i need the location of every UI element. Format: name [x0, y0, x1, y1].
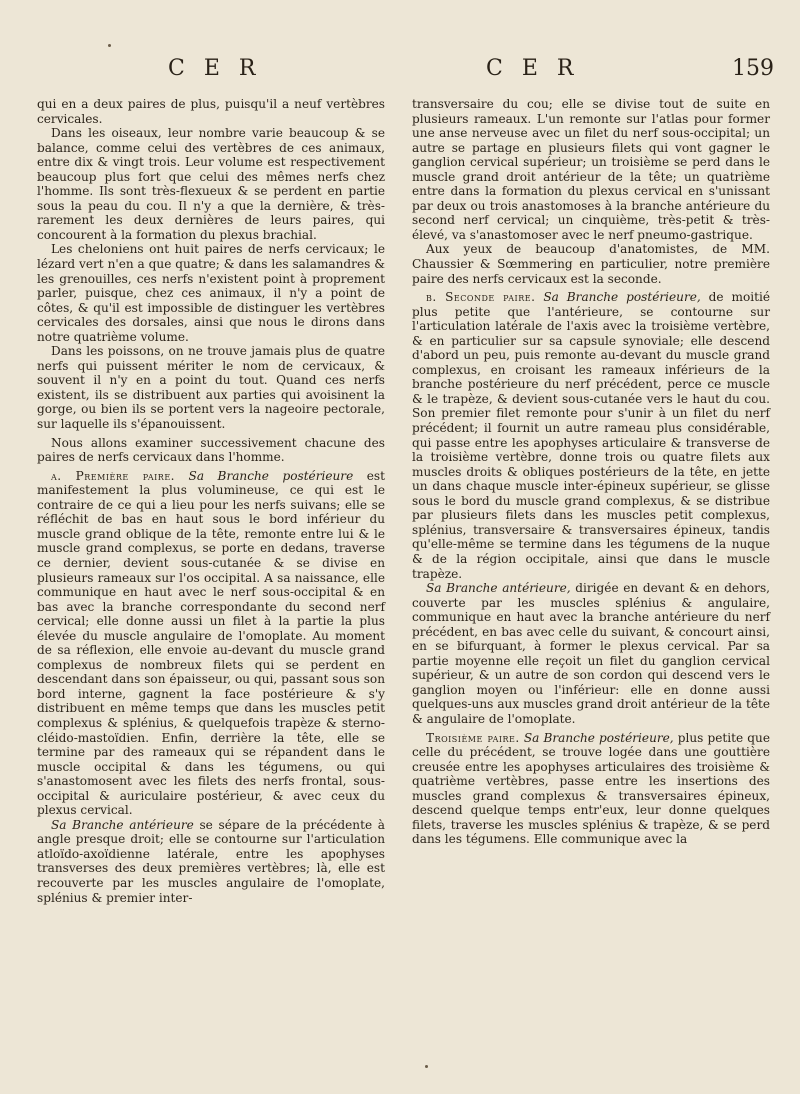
section-title: Sa Branche postérieure, [543, 290, 701, 305]
page-number: 159 [732, 56, 774, 81]
section-label: a. Première paire. [51, 468, 176, 483]
section-title: Sa Branche postérieure [188, 468, 354, 483]
paragraph: Nous allons examiner successivement chacune des paires de nerfs cervicaux dans l'homme. [37, 435, 385, 465]
section-title: Sa Branche antérieure, [426, 581, 571, 596]
paragraph: Sa Branche antérieure, dirigée en devant & en dehors, couverte par les muscles splénius & angulaire, communique en haut avec la branche antérieure du nerf précédent, en bas avec celle du suivant, & concourt ainsi, en se bifurquant, à former le plexus cervical. Par sa partie moyenne elle reçoit un filet du ganglion cervical supérieur, & un autre de son cordon qui descend vers le ganglion moyen ou l'inférieur: elle en donne aussi quelques-uns aux muscles grand droit antérieur de la tête & angulaire de l'omoplate. [412, 581, 770, 726]
ink-speck [425, 1065, 428, 1068]
paragraph: Aux yeux de beaucoup d'anatomistes, de MM. Chaussier & Sœmmering en particulier, notre première paire des nerfs cervicaux est la seconde. [412, 242, 770, 286]
section-label: Troisième paire. [426, 730, 520, 745]
right-column [412, 97, 770, 847]
paragraph: Dans les poissons, on ne trouve jamais plus de quatre nerfs qui puissent mériter le nom de cervicaux, & souvent il n'y en a point du tout. Quand ces nerfs existent, ils se distribuent aux parties qui avoisinent la gorge, ou bien ils se portent vers la nageoire pectorale, sur laquelle ils s'épanouissent. [37, 344, 385, 432]
section-title: Sa Branche postérieure, [523, 730, 674, 745]
paragraph: qui en a deux paires de plus, puisqu'il a neuf vertèbres cervicales. [37, 97, 385, 126]
paragraph: Les cheloniens ont huit paires de nerfs cervicaux; le lézard vert n'en a que quatre; & dans les salamandres & les grenouilles, ces nerfs n'existent point à proprement parler, puisque, chez ces animaux, il n'y a point de côtes, & qu'il est impossible de distinguer les vertèbres cervicales des dorsales, ainsi que nous le dirons dans notre quatrième volume. [37, 242, 385, 344]
paragraph: transversaire du cou; elle se divise tout de suite en plusieurs rameaux. L'un remonte sur l'atlas pour former une anse nerveuse avec un filet du nerf sous-occipital; un autre se partage en plusieurs filets qui vont gagner le ganglion cervical supérieur; un troisième se perd dans le muscle grand droit antérieur de la tête; un quatrième entre dans la formation du plexus cervical en s'unissant par deux ou trois anastomoses à la branche antérieure du second nerf cervical; un cinquième, très-petit & très-élevé, va s'anastomoser avec le nerf pneumo-gastrique. [412, 97, 770, 242]
section-title: Sa Branche antérieure [51, 817, 194, 832]
paragraph: a. Première paire. Sa Branche postérieure est manifestement la plus volumineuse, ce qui est le contraire de ce qui a lieu pour les nerfs suivans; elle se réfléchit de bas en haut sous le bord inférieur du muscle grand oblique de la tête, remonte entre lui & le muscle grand complexus, se porte en dedans, traverse ce dernier, devient sous-cutanée & se divise en plusieurs rameaux sur l'os occipital. A sa naissance, elle communique en haut avec le nerf sous-occipital & en bas avec la branche correspondante du second nerf cervical; elle donne aussi un filet à la partie la plus élevée du muscle angulaire de l'omoplate. Au moment de sa réflexion, elle envoie au-devant du muscle grand complexus de nombreux filets qui se perdent en descendant dans son épaisseur, ou qui, passant sous son bord interne, gagnent la face postérieure & s'y distribuent en même temps que dans les muscles petit complexus & splénius, & quelquefois trapèze & sterno-cléido-mastoïdien. Enfin, derrière la tête, elle se termine par des rameaux qui se répandent dans le muscle occipital & dans les tégumens, ou qui s'anastomosent avec les filets des nerfs frontal, sous-occipital & auriculaire postérieur, & avec ceux du plexus cervical. [37, 468, 385, 818]
paragraph: b. Seconde paire. Sa Branche postérieure, de moitié plus petite que l'antérieure, se contourne sur l'articulation latérale de l'axis avec la troisième vertèbre, & en particulier sur sa capsule synoviale; elle descend d'abord un peu, puis remonte au-devant du muscle grand complexus, en croisant les rameaux inférieurs de la branche postérieure du nerf précédent, perce ce muscle & le trapèze, & devient sous-cutanée vers le haut du cou. Son premier filet remonte pour s'unir à un filet du nerf précédent; il fournit un autre rameau plus considérable, qui passe entre les apophyses articulaire & transverse de la troisième vertèbre, donne trois ou quatre filets aux muscles droits & obliques postérieurs de la tête, en jette un dans chaque muscle inter-épineux supérieur, se glisse sous le bord du muscle grand complexus, & se distribue par plusieurs filets dans les muscles petit complexus, splénius, transversaire & transversaires épineux, tandis qu'elle-même se termine dans les tégumens de la nuque & de la région occipitale, ainsi que dans le muscle trapèze. [412, 290, 770, 581]
header-left-title: C E R [168, 56, 262, 81]
header-right-title: C E R [486, 56, 580, 81]
section-label: b. Seconde paire. [426, 290, 536, 305]
left-column [37, 97, 385, 905]
paragraph: Dans les oiseaux, leur nombre varie beaucoup & se balance, comme celui des vertèbres de ces animaux, entre dix & vingt trois. Leur volume est respectivement beaucoup plus fort que celui des mêmes nerfs chez l'homme. Ils sont très-flexueux & se perdent en partie sous la peau du cou. Il n'y a que la dernière, & très-rarement les deux dernières de leurs paires, qui concourent à la formation du plexus brachial. [37, 126, 385, 242]
ink-speck [108, 44, 111, 47]
running-header [0, 56, 800, 92]
paragraph: Troisième paire. Sa Branche postérieure, plus petite que celle du précédent, se trouve logée dans une gouttière creusée entre les apophyses articulaires des troisième & quatrième vertèbres, passe entre les insertions des muscles grand complexus & transversaires épineux, descend quelque temps entr'eux, leur donne quelques filets, traverse les muscles splénius & trapèze, & se perd dans les tégumens. Elle communique avec la [412, 730, 770, 847]
paragraph: Sa Branche antérieure se sépare de la précédente à angle presque droit; elle se contourne sur l'articulation atloïdo-axoïdienne latérale, entre les apophyses transverses des deux premières vertèbres; là, elle est recouverte par les muscles angulaire de l'omoplate, splénius & premier inter- [37, 817, 385, 905]
